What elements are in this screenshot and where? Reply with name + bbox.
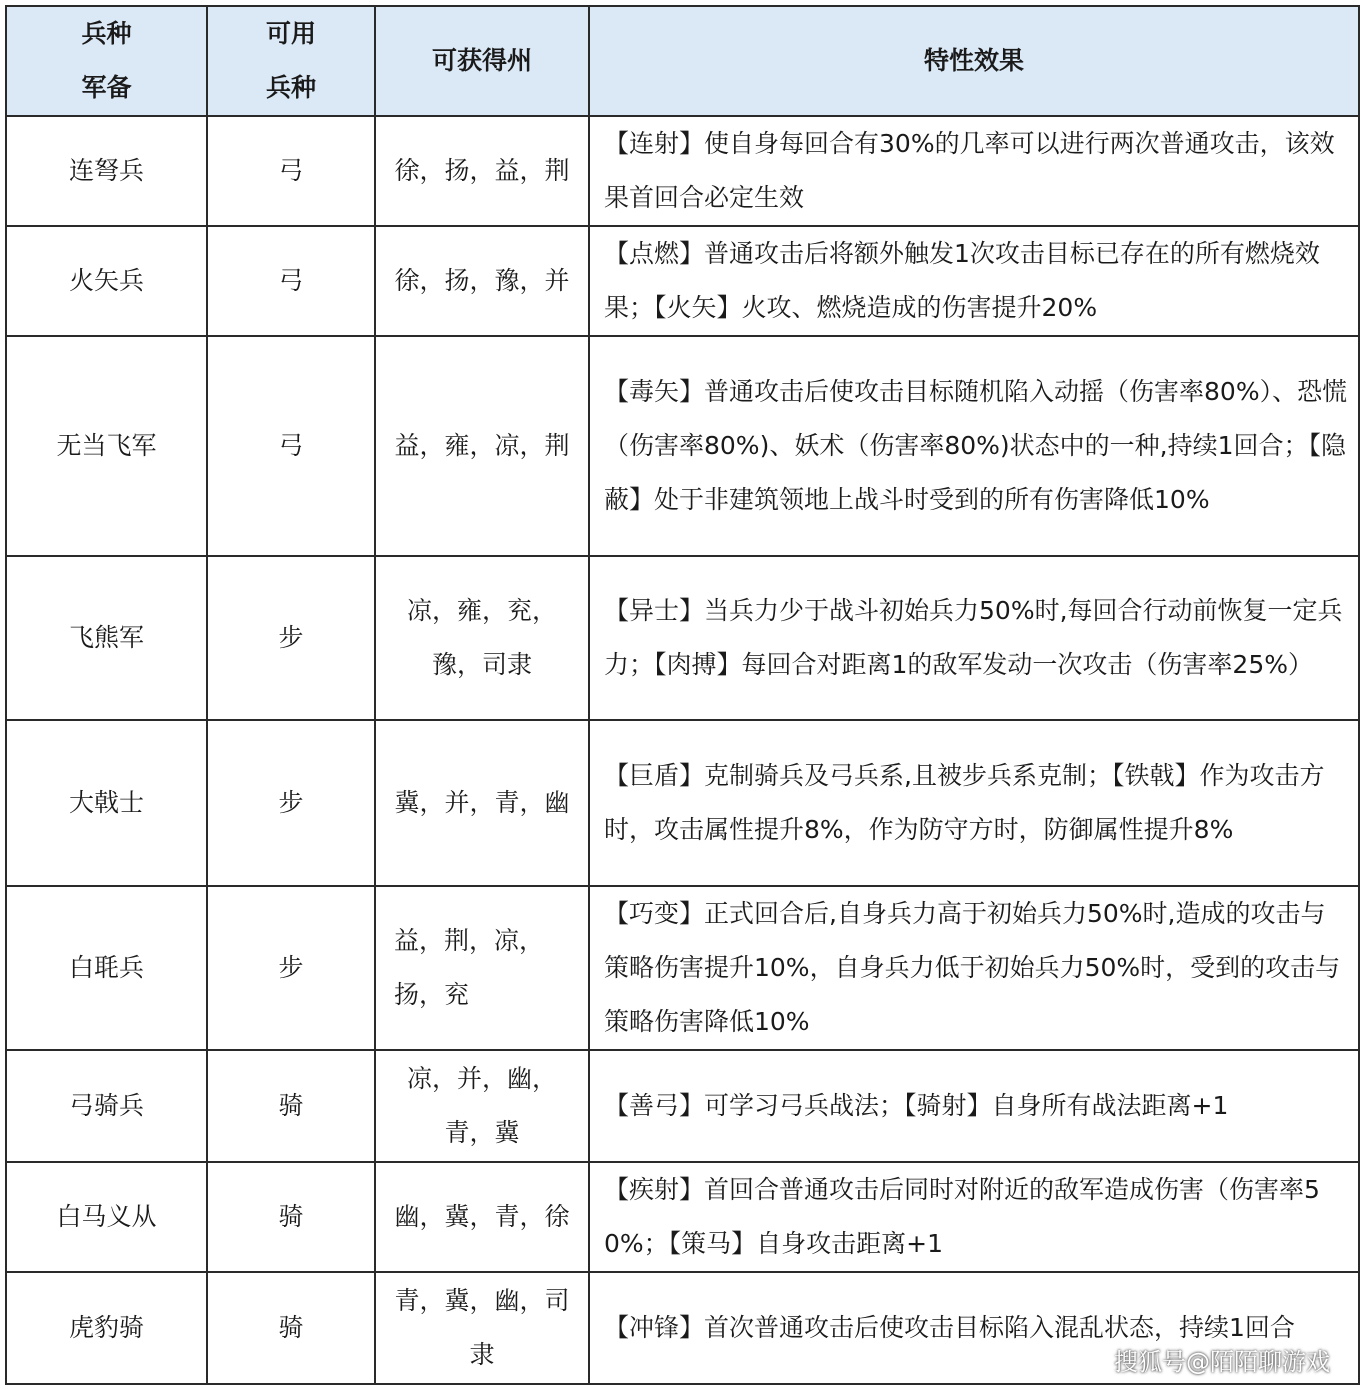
unit-effect: 【疾射】首回合普通攻击后同时对附近的敌军造成伤害（伤害率50%；【策马】自身攻击距离+1 — [589, 1162, 1359, 1272]
unit-type: 弓 — [207, 336, 375, 556]
unit-type: 骑 — [207, 1272, 375, 1384]
unit-effect: 【毒矢】普通攻击后使攻击目标随机陷入动摇（伤害率80%）、恐慌（伤害率80%)、妖术（伤害率80%)状态中的一种,持续1回合；【隐蔽】处于非建筑领地上战斗时受到的所有伤害降低10% — [589, 336, 1359, 556]
unit-name: 无当飞军 — [6, 336, 207, 556]
unit-effect: 【点燃】普通攻击后将额外触发1次攻击目标已存在的所有燃烧效果；【火矢】火攻、燃烧造成的伤害提升20% — [589, 226, 1359, 336]
table-row — [6, 226, 1359, 336]
table-row — [6, 1050, 1359, 1162]
unit-effect: 【异士】当兵力少于战斗初始兵力50%时,每回合行动前恢复一定兵力；【肉搏】每回合对距离1的敌军发动一次攻击（伤害率25%） — [589, 556, 1359, 720]
unit-effect: 【巧变】正式回合后,自身兵力高于初始兵力50%时,造成的攻击与策略伤害提升10%，自身兵力低于初始兵力50%时，受到的攻击与策略伤害降低10% — [589, 886, 1359, 1050]
unit-effect: 【连射】使自身每回合有30%的几率可以进行两次普通攻击，该效果首回合必定生效 — [589, 116, 1359, 226]
unit-type: 步 — [207, 556, 375, 720]
unit-type: 弓 — [207, 226, 375, 336]
table-row — [6, 720, 1359, 886]
watermark: 搜狐号@陌陌聊游戏 — [1114, 1348, 1330, 1376]
table-row — [6, 116, 1359, 226]
table-row — [6, 336, 1359, 556]
unit-name: 火矢兵 — [6, 226, 207, 336]
unit-states: 幽，冀，青，徐 — [375, 1162, 589, 1272]
unit-states: 益，雍，凉，荆 — [375, 336, 589, 556]
unit-states: 益，荆，凉，扬，兖 — [375, 886, 589, 1050]
header-unit-line1: 兵种 — [81, 19, 132, 48]
header-unit — [6, 6, 207, 116]
unit-states: 徐，扬，豫，并 — [375, 226, 589, 336]
unit-effect: 【善弓】可学习弓兵战法；【骑射】自身所有战法距离+1 — [589, 1050, 1359, 1162]
unit-name: 连弩兵 — [6, 116, 207, 226]
unit-type: 步 — [207, 886, 375, 1050]
table-row — [6, 886, 1359, 1050]
unit-name: 白马义从 — [6, 1162, 207, 1272]
header-type — [207, 6, 375, 116]
unit-type: 骑 — [207, 1162, 375, 1272]
unit-name: 飞熊军 — [6, 556, 207, 720]
header-unit-line2: 军备 — [81, 73, 132, 102]
unit-type: 步 — [207, 720, 375, 886]
unit-name: 虎豹骑 — [6, 1272, 207, 1384]
header-type-line2: 兵种 — [265, 73, 316, 102]
header-states: 可获得州 — [375, 6, 589, 116]
unit-states: 凉，并，幽，青，冀 — [375, 1050, 589, 1162]
unit-effect: 【巨盾】克制骑兵及弓兵系,且被步兵系克制；【铁戟】作为攻击方时，攻击属性提升8%，作为防守方时，防御属性提升8% — [589, 720, 1359, 886]
unit-effect: 【冲锋】首次普通攻击后使攻击目标陷入混乱状态，持续1回合 — [589, 1272, 1359, 1384]
unit-name: 白毦兵 — [6, 886, 207, 1050]
unit-name: 大戟士 — [6, 720, 207, 886]
unit-type: 弓 — [207, 116, 375, 226]
header-effect: 特性效果 — [589, 6, 1359, 116]
unit-states: 青，冀，幽，司隶 — [375, 1272, 589, 1384]
table-row — [6, 1162, 1359, 1272]
header-row — [6, 6, 1359, 116]
unit-name: 弓骑兵 — [6, 1050, 207, 1162]
header-type-line1: 可用 — [265, 19, 316, 48]
unit-states: 凉，雍，兖，豫，司隶 — [375, 556, 589, 720]
unit-states: 冀，并，青，幽 — [375, 720, 589, 886]
unit-type: 骑 — [207, 1050, 375, 1162]
unit-states: 徐，扬，益，荆 — [375, 116, 589, 226]
unit-table — [5, 5, 1360, 1385]
table-row — [6, 556, 1359, 720]
